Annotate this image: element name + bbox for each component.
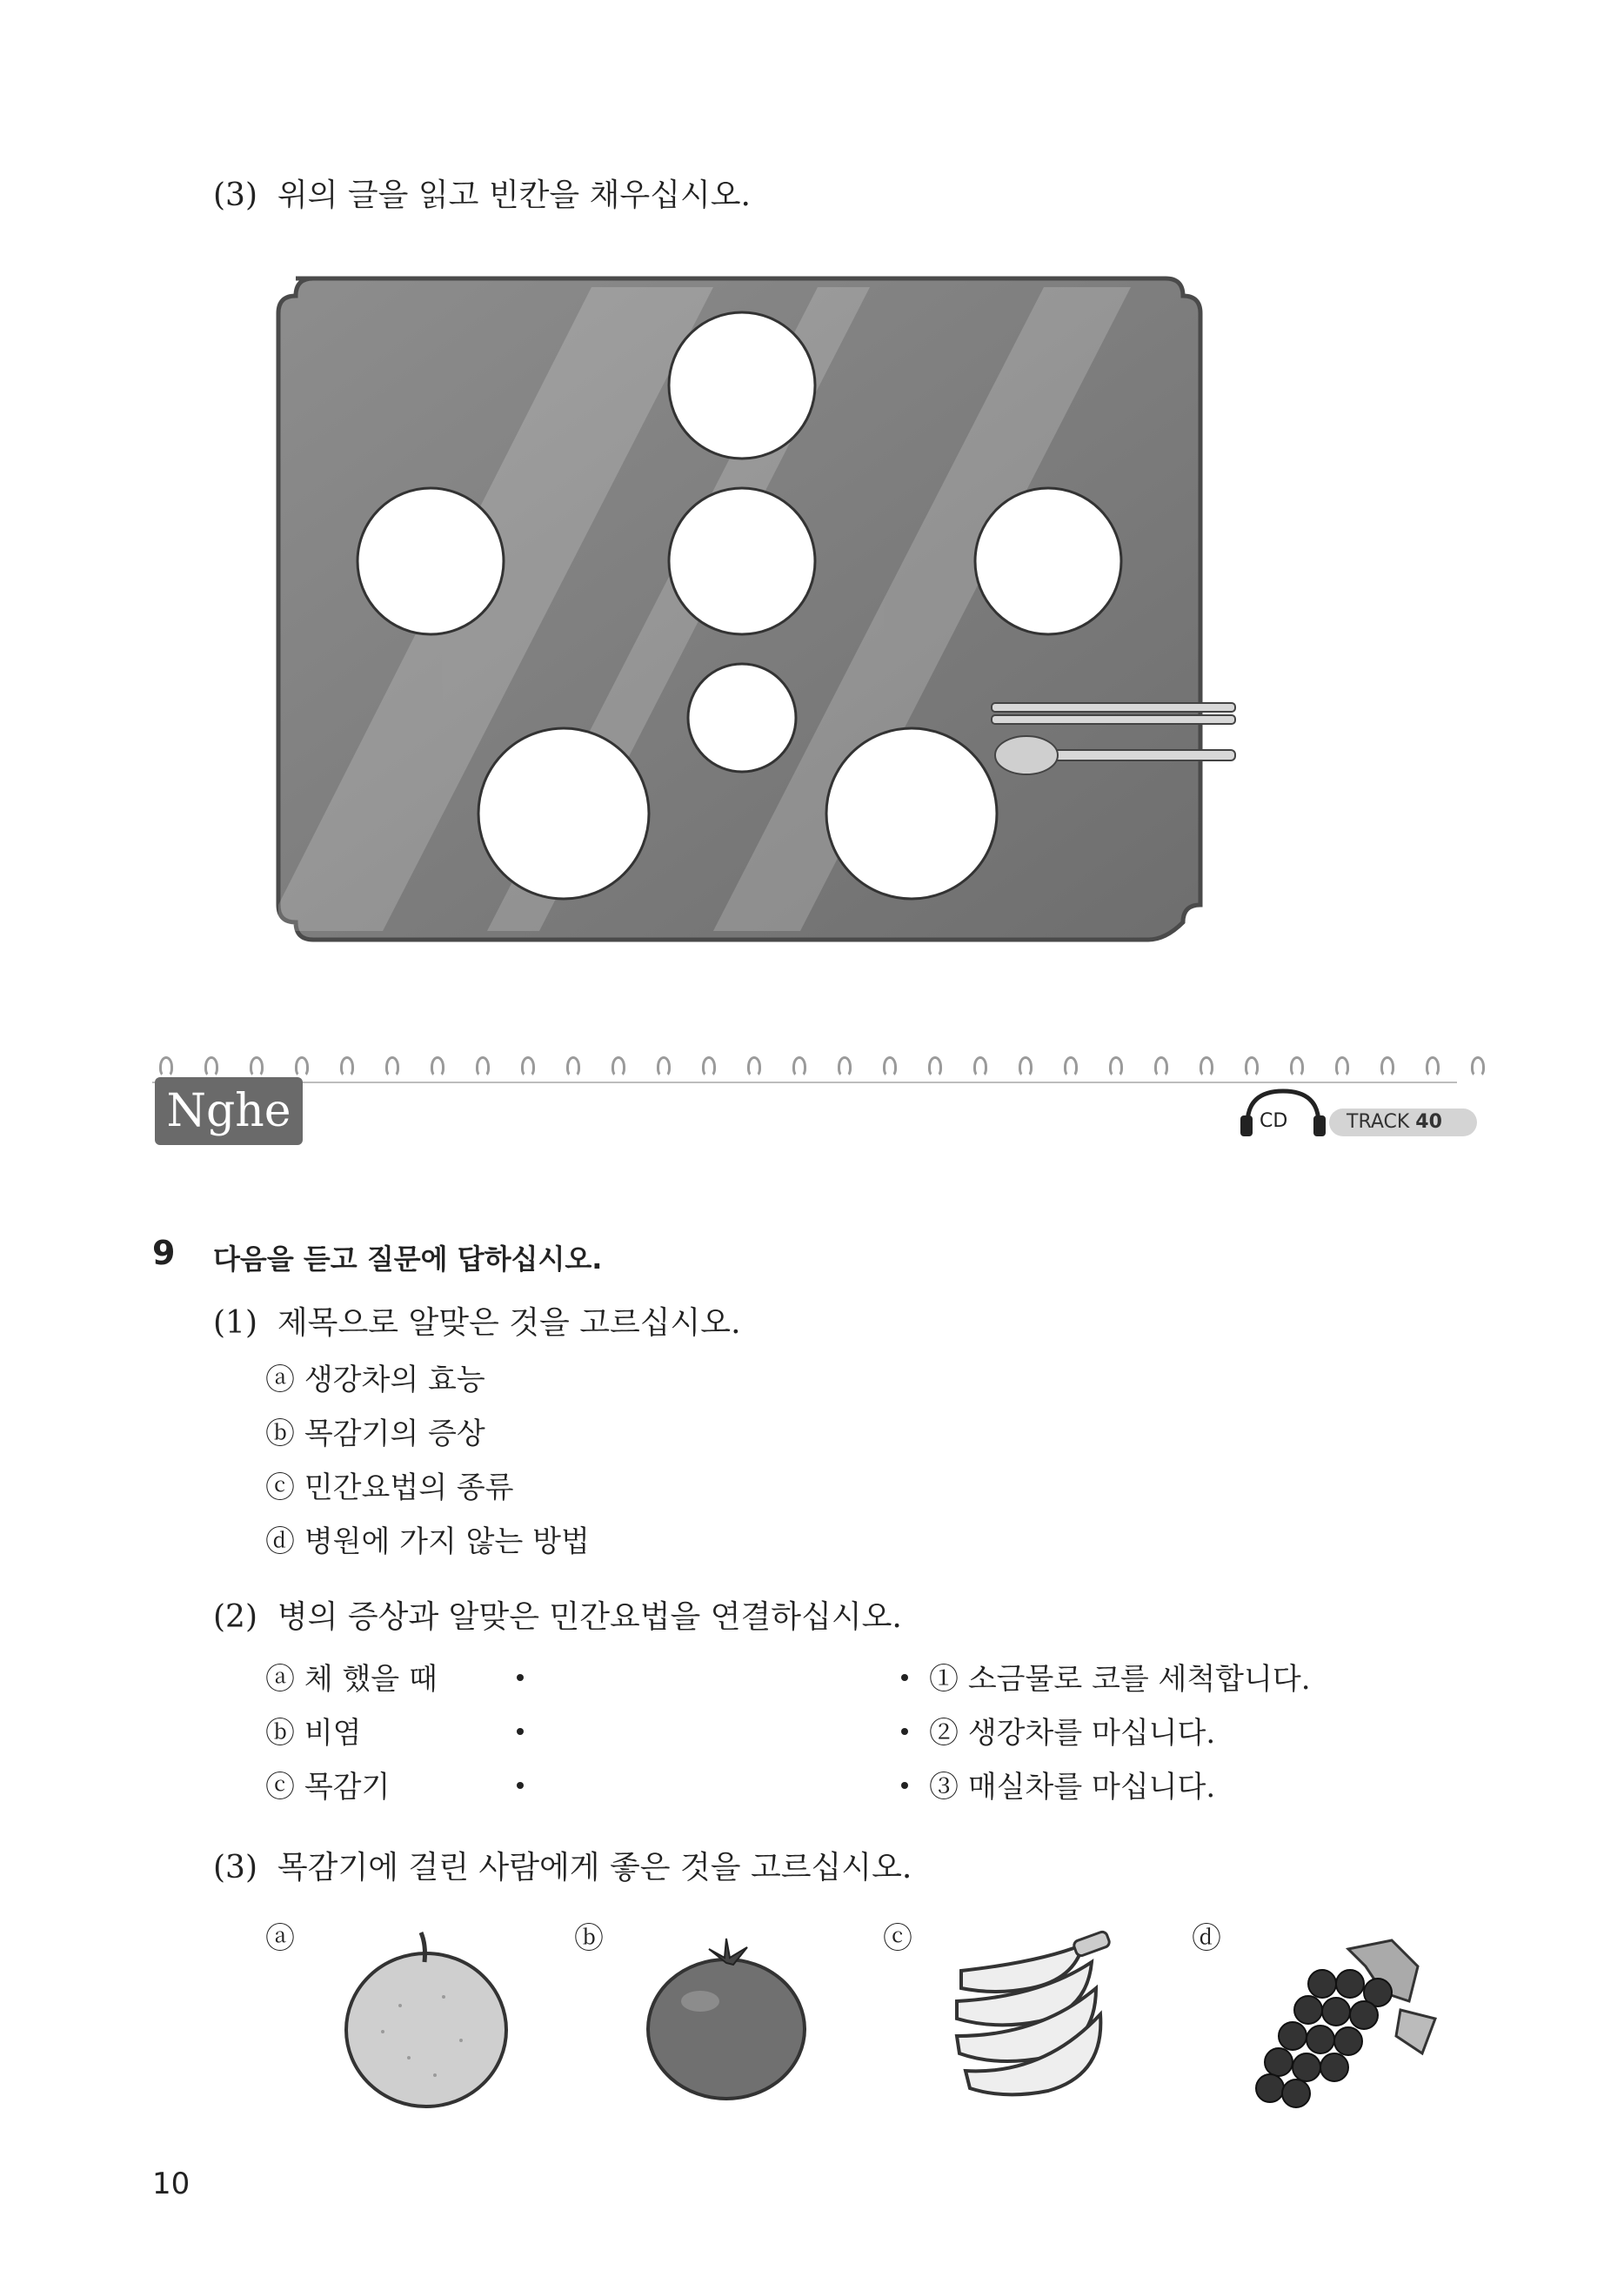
sub-question-2 [213, 1592, 902, 1637]
match-left-a [265, 1655, 438, 1698]
tomato-icon[interactable] [639, 1932, 813, 2106]
match-text: 목감기 [304, 1770, 391, 1805]
notebook-rings [152, 1056, 1492, 1082]
question-number: 9 [152, 1234, 176, 1272]
question-instruction: 다음을 듣고 질문에 답하십시오. [213, 1242, 603, 1276]
match-text: 비염 [304, 1716, 362, 1751]
prev-question-text: 위의 글을 읽고 빈칸을 채우십시오. [277, 177, 751, 213]
option-b[interactable] [265, 1410, 485, 1452]
track-pill [1329, 1109, 1477, 1136]
match-dot-left-b[interactable] [517, 1728, 524, 1735]
option-text: 병원에 가지 않는 방법 [304, 1524, 590, 1559]
plate-left [358, 488, 504, 634]
option-text: 생강차의 효능 [304, 1363, 485, 1397]
sub-question-1-number: (1) [213, 1305, 257, 1341]
match-dot-right-3[interactable] [901, 1782, 908, 1789]
table-setting-illustration [261, 261, 1244, 957]
option-mark: ⓐ [265, 1363, 295, 1397]
choice-d-mark: ⓓ [1192, 1921, 1221, 1956]
plate-bottom-left [478, 728, 649, 899]
sub-question-1 [213, 1298, 741, 1343]
option-mark: ⓓ [265, 1524, 295, 1559]
match-mark: ⓒ [265, 1770, 295, 1805]
sub-question-3-number: (3) [213, 1850, 257, 1885]
plate-center [669, 488, 815, 634]
option-c[interactable] [265, 1464, 514, 1506]
track-indicator [1235, 1086, 1479, 1138]
choice-a-mark: ⓐ [265, 1921, 295, 1956]
option-a[interactable] [265, 1356, 485, 1398]
match-right-1 [929, 1655, 1311, 1698]
match-text: 생강차를 마십니다. [967, 1716, 1216, 1751]
track-label: TRACK [1347, 1111, 1410, 1133]
prev-question-heading [213, 171, 751, 215]
sub-question-3 [213, 1843, 912, 1887]
match-dot-left-a[interactable] [517, 1674, 524, 1681]
page-number: 10 [152, 2167, 190, 2201]
match-dot-right-1[interactable] [901, 1674, 908, 1681]
match-mark: ⓑ [265, 1716, 295, 1751]
match-text: 소금물로 코를 세척합니다. [967, 1662, 1311, 1697]
option-text: 민간요법의 종류 [304, 1470, 514, 1505]
sub-question-2-text: 병의 증상과 알맞은 민간요법을 연결하십시오. [277, 1599, 902, 1635]
sub-question-2-number: (2) [213, 1599, 257, 1635]
cd-label: CD [1260, 1110, 1288, 1132]
match-text: 매실차를 마십니다. [967, 1770, 1216, 1805]
plate-small [688, 664, 796, 772]
match-right-3 [929, 1763, 1215, 1805]
plate-right [975, 488, 1121, 634]
match-left-c [265, 1763, 390, 1805]
match-mark: ⓐ [265, 1662, 295, 1697]
track-number: 40 [1415, 1111, 1442, 1133]
match-left-b [265, 1709, 362, 1752]
match-mark: ③ [929, 1770, 959, 1805]
banana-icon[interactable] [944, 1927, 1126, 2110]
option-mark: ⓒ [265, 1470, 295, 1505]
match-text: 체 했을 때 [304, 1662, 438, 1697]
banner-rule [152, 1082, 1457, 1083]
choice-b-mark: ⓑ [574, 1921, 604, 1956]
choice-c-mark: ⓒ [883, 1921, 912, 1956]
option-text: 목감기의 증상 [304, 1417, 485, 1451]
sub-question-1-text: 제목으로 알맞은 것을 고르십시오. [277, 1305, 741, 1341]
match-mark: ② [929, 1716, 959, 1751]
plate-top [669, 312, 815, 459]
prev-question-number: (3) [213, 177, 257, 213]
pear-icon[interactable] [339, 1927, 513, 2110]
grape-icon[interactable] [1244, 1932, 1444, 2114]
sub-question-3-text: 목감기에 걸린 사람에게 좋은 것을 고르십시오. [277, 1850, 912, 1885]
match-mark: ① [929, 1662, 959, 1697]
match-right-2 [929, 1709, 1215, 1752]
option-mark: ⓑ [265, 1417, 295, 1451]
option-d[interactable] [265, 1517, 590, 1560]
listening-label: Nghe [155, 1077, 303, 1145]
match-dot-right-2[interactable] [901, 1728, 908, 1735]
plate-bottom-right [826, 728, 997, 899]
match-dot-left-c[interactable] [517, 1782, 524, 1789]
